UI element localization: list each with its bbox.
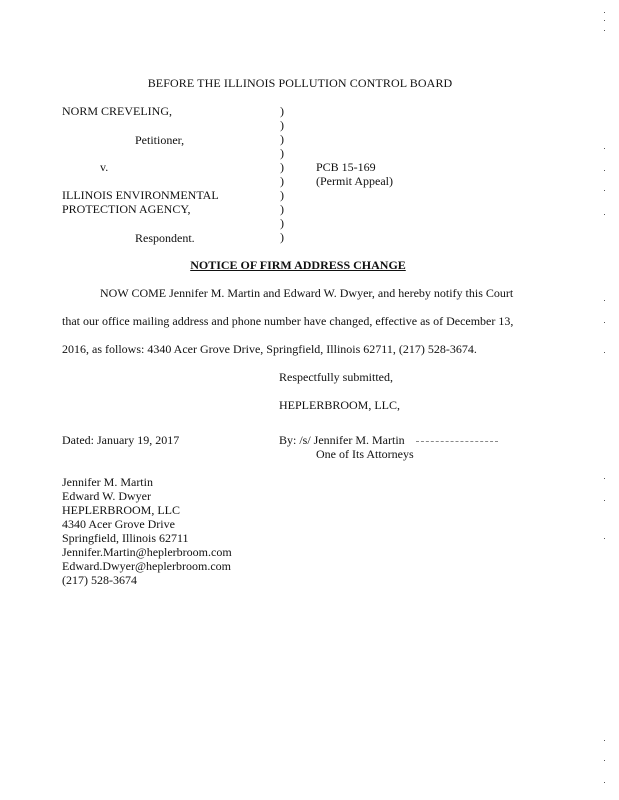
versus-label: v. <box>100 160 109 174</box>
caption-paren: ) <box>280 174 284 188</box>
respondent-name-line2: PROTECTION AGENCY, <box>62 202 191 216</box>
attorney-role: One of Its Attorneys <box>316 447 414 461</box>
signature-underline <box>416 441 498 442</box>
caption-paren: ) <box>280 230 284 244</box>
contact-email-2: Edward.Dwyer@heplerbroom.com <box>62 559 231 573</box>
scan-edge-marks <box>604 0 606 800</box>
caption-parentheses <box>280 104 290 244</box>
respondent-name-line1: ILLINOIS ENVIRONMENTAL <box>62 188 219 202</box>
notice-title: NOTICE OF FIRM ADDRESS CHANGE <box>190 258 406 272</box>
respectfully-submitted: Respectfully submitted, <box>279 370 393 384</box>
caption-paren: ) <box>280 118 284 132</box>
case-number: PCB 15-169 <box>316 160 376 174</box>
caption-paren: ) <box>280 104 284 118</box>
caption-paren: ) <box>280 202 284 216</box>
firm-signature-name: HEPLERBROOM, LLC, <box>279 398 401 412</box>
contact-city: Springfield, Illinois 62711 <box>62 531 189 545</box>
contact-name-1: Jennifer M. Martin <box>62 475 153 489</box>
caption-paren: ) <box>280 188 284 202</box>
caption-paren: ) <box>280 132 284 146</box>
contact-phone: (217) 528-3674 <box>62 573 137 587</box>
petitioner-name: NORM CREVELING, <box>62 104 172 118</box>
court-heading: BEFORE THE ILLINOIS POLLUTION CONTROL BOARD <box>147 76 453 90</box>
caption-paren: ) <box>280 146 284 160</box>
case-type: (Permit Appeal) <box>316 174 393 188</box>
contact-name-2: Edward W. Dwyer <box>62 489 151 503</box>
contact-firm: HEPLERBROOM, LLC <box>62 503 181 517</box>
petitioner-role: Petitioner, <box>135 133 185 147</box>
contact-street: 4340 Acer Grove Drive <box>62 517 175 531</box>
respondent-role: Respondent. <box>135 231 195 245</box>
caption-paren: ) <box>280 160 284 174</box>
body-line-2: that our office mailing address and phone number have changed, effective as of December 13, <box>62 314 514 328</box>
contact-email-1: Jennifer.Martin@heplerbroom.com <box>62 545 232 559</box>
body-line-1: NOW COME Jennifer M. Martin and Edward W. Dwyer, and hereby notify this Court <box>100 286 514 300</box>
signature-line: By: /s/ Jennifer M. Martin <box>279 433 405 447</box>
caption-paren: ) <box>280 216 284 230</box>
date-line: Dated: January 19, 2017 <box>62 433 180 447</box>
body-line-3: 2016, as follows: 4340 Acer Grove Drive, Springfield, Illinois 62711, (217) 528-3674. <box>62 342 477 356</box>
